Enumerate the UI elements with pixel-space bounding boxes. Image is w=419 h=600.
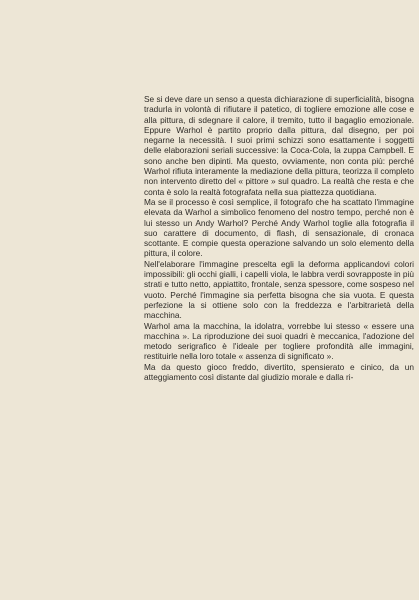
paragraph-4: Warhol ama la macchina, la idolatra, vorrebbe lui stesso « essere una macchina ». La riproduzione dei suoi quadri è meccanica, l'adozione del metodo serigrafico è l'ideale per togliere profondità alle immagini, restituirle nella loro totale « assenza di significato ».	[144, 320, 414, 362]
paragraph-5: Ma da questo gioco freddo, divertito, spensierato e cinico, da un atteggiamento così distante dal giudizio morale e dalla ri-	[144, 361, 414, 383]
body-text	[144, 94, 414, 382]
paragraph-2: Ma se il processo è così semplice, il fotografo che ha scattato l'immagine elevata da Warhol a simbolico fenomeno del nostro tempo, perché non è lui stesso un Andy Warhol? Perché Andy Warhol toglie alla fotografia il suo carattere di documento, di flash, di sensazionale, di cronaca scottante. E compie questa operazione salvando un solo elemento della pittura, il colore.	[144, 196, 414, 259]
paragraph-1: Se si deve dare un senso a questa dichiarazione di superficialità, bisogna tradurla in volontà di rifiutare il patetico, di togliere emozione alle cose e alla pittura, di sdegnare il calore, il tremito, tutto il bagaglio emozionale. Eppure Warhol è partito proprio dalla pittura, dal disegno, per poi negarne la necessità. I suoi primi schizzi sono esattamente i soggetti delle elaborazioni seriali successive: la Coca-Cola, la zuppa Campbell. E sono anche ben dipinti. Ma questo, ovviamente, non conta più: perché Warhol rifiuta interamente la mediazione della pittura, teorizza il completo non intervento diretto del « pittore » sul quadro. La realtà che resta e che conta è solo la realtà fotografata nella sua piattezza quotidiana.	[144, 94, 414, 197]
paragraph-3: Nell'elaborare l'immagine prescelta egli la deforma applicandovi colori impossibili: gli occhi gialli, i capelli viola, le labbra verdi sovrapposte in più strati e tutto netto, appiattito, frontale, senza spessore, come sospeso nel vuoto. Perché l'immagine sia perfetta bisogna che sia vuota. E questa perfezione la si ottiene solo con la freddezza e l'arbitrarietà della macchina.	[144, 258, 414, 321]
